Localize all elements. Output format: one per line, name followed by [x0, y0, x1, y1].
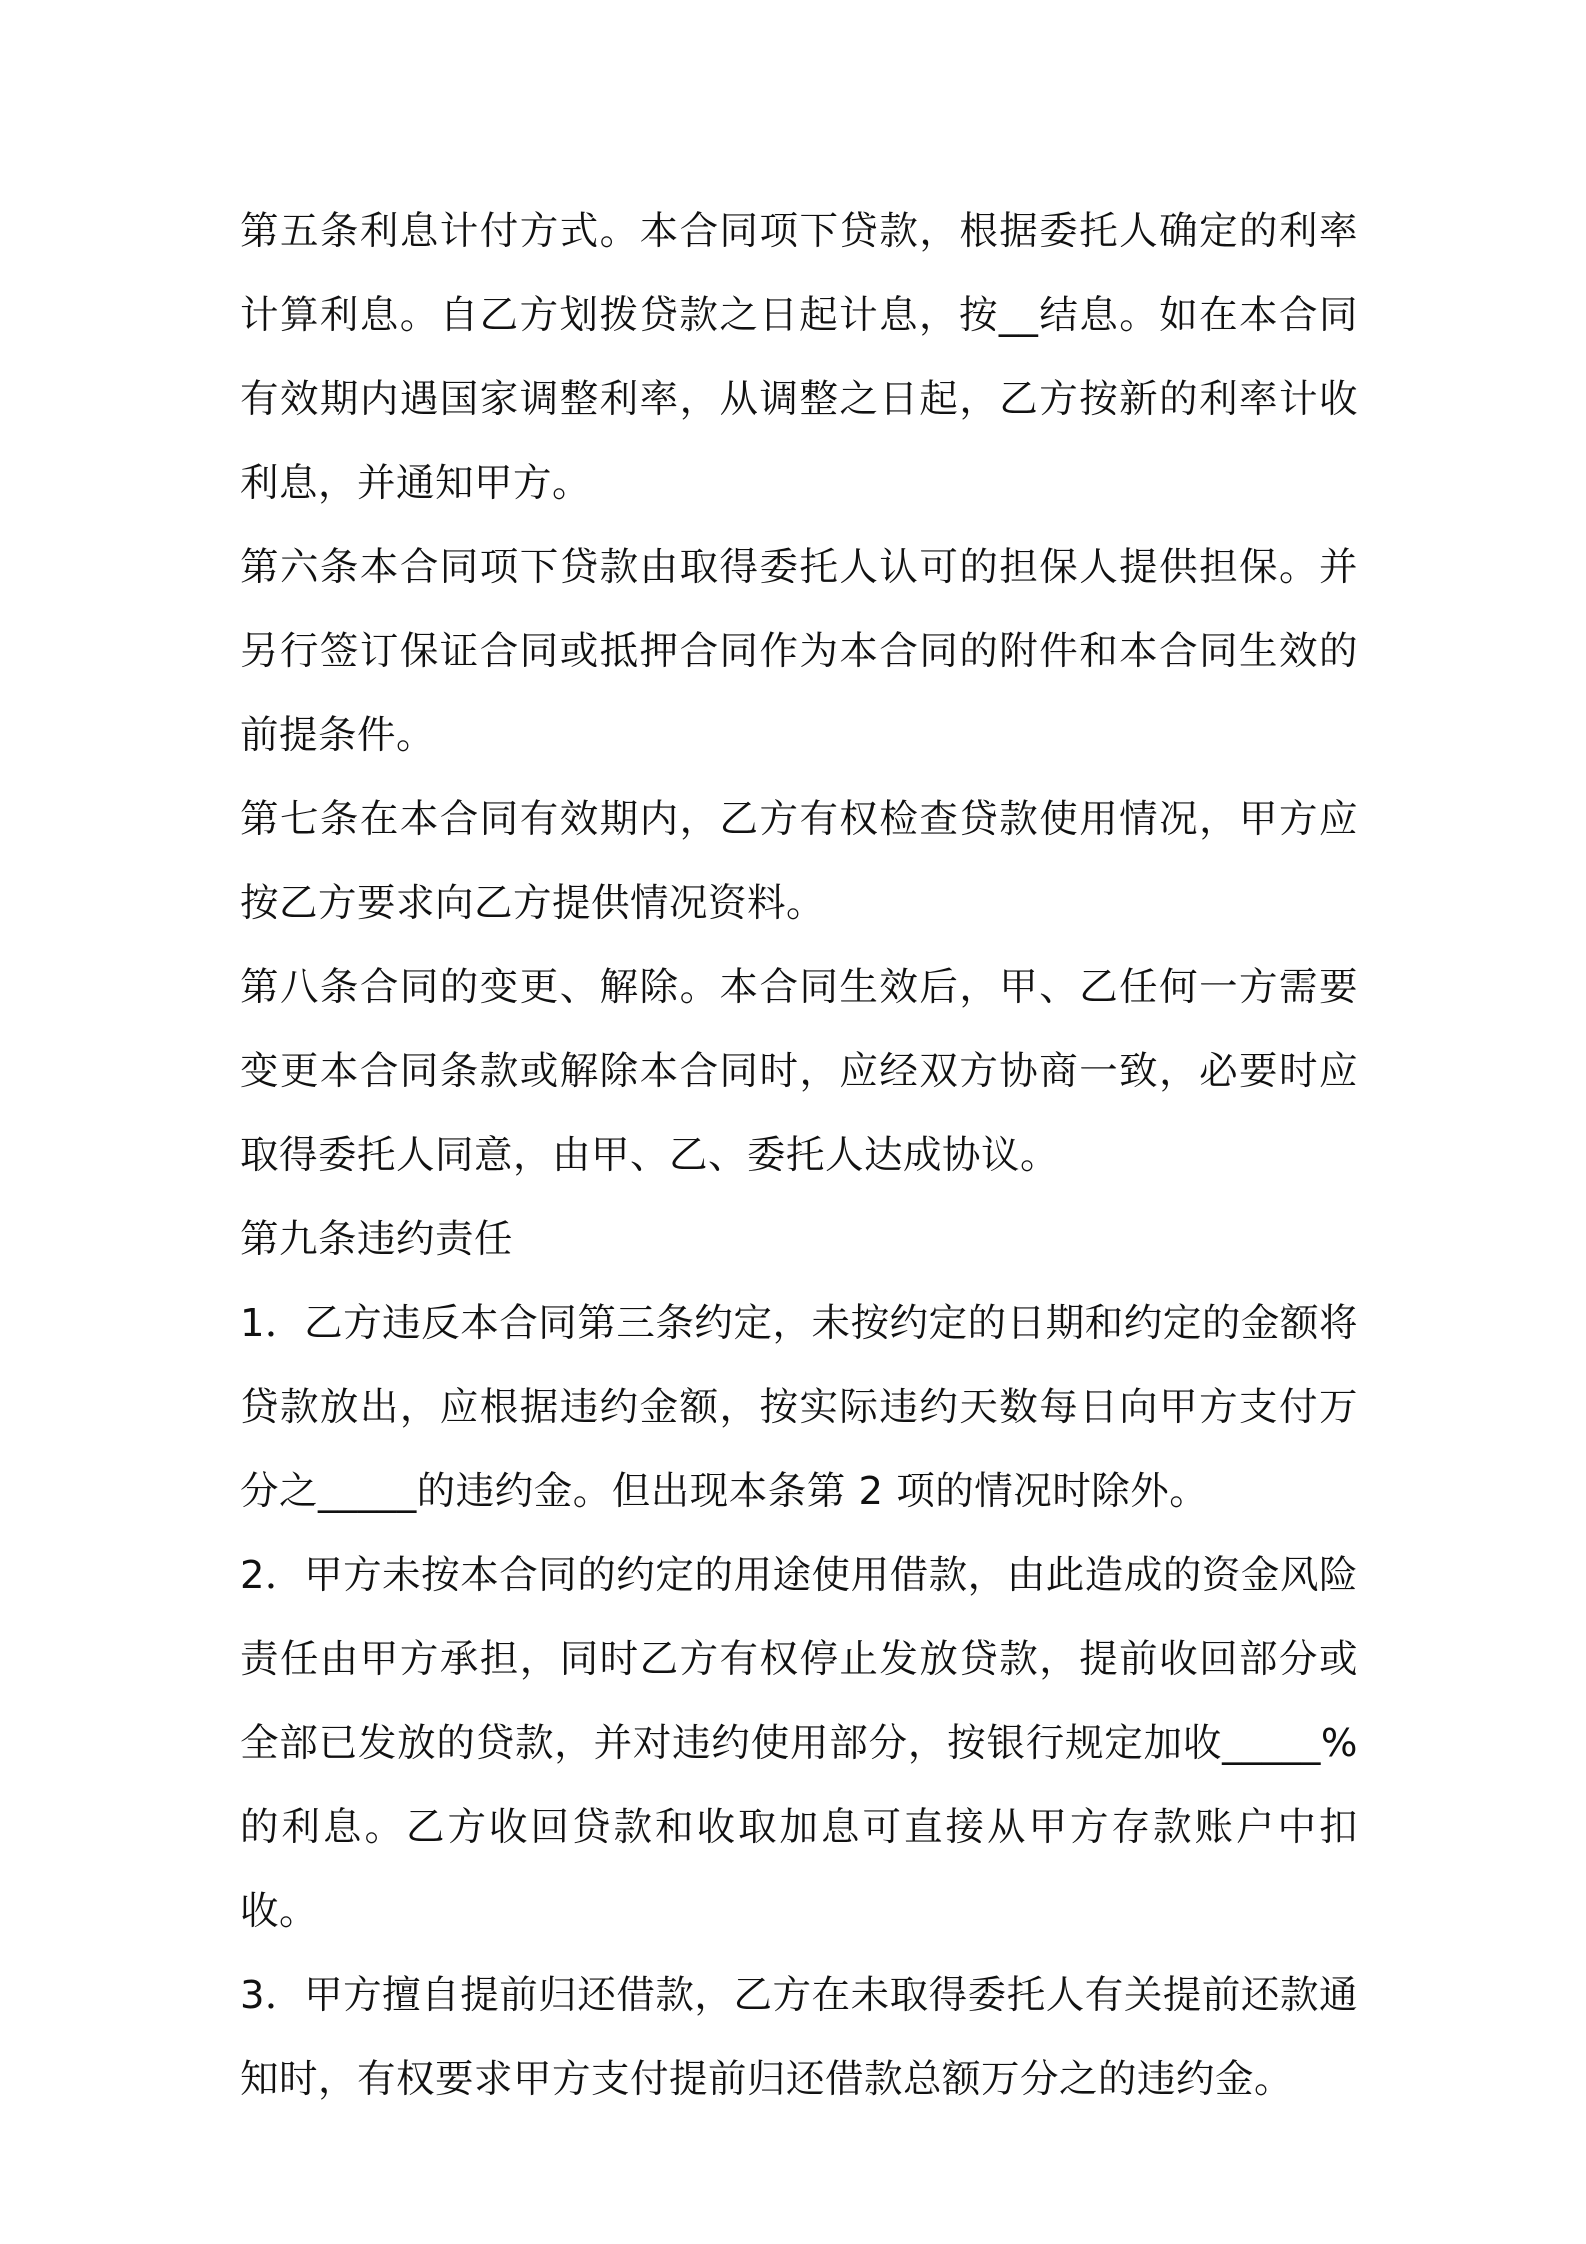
article-9-item-1: 1．乙方违反本合同第三条约定，未按约定的日期和约定的金额将贷款放出，应根据违约金额，按实际违约天数每日向甲方支付万分之_____的违约金。但出现本条第 2 项的情况时除外。	[240, 1301, 1358, 1514]
article-5-paragraph: 第五条利息计付方式。本合同项下贷款，根据委托人确定的利率计算利息。自乙方划拨贷款之日起计息，按__结息。如在本合同有效期内遇国家调整利率，从调整之日起，乙方按新的利率计收利息，并通知甲方。	[240, 209, 1358, 506]
article-8-paragraph: 第八条合同的变更、解除。本合同生效后，甲、乙任何一方需要变更本合同条款或解除本合同时，应经双方协商一致，必要时应取得委托人同意，由甲、乙、委托人达成协议。	[240, 965, 1358, 1178]
article-9-item-3: 3．甲方擅自提前归还借款，乙方在未取得委托人有关提前还款通知时，有权要求甲方支付提前归还借款总额万分之的违约金。	[240, 1973, 1358, 2102]
document-body	[240, 190, 1358, 2122]
article-9-heading: 第九条违约责任	[240, 1217, 514, 1262]
article-7-paragraph: 第七条在本合同有效期内，乙方有权检查贷款使用情况，甲方应按乙方要求向乙方提供情况资料。	[240, 797, 1358, 926]
article-9-item-2: 2．甲方未按本合同的约定的用途使用借款，由此造成的资金风险责任由甲方承担，同时乙方有权停止发放贷款，提前收回部分或全部已发放的贷款，并对违约使用部分，按银行规定加收_____%的利息。乙方收回贷款和收取加息可直接从甲方存款账户中扣收。	[240, 1553, 1358, 1934]
article-6-paragraph: 第六条本合同项下贷款由取得委托人认可的担保人提供担保。并另行签订保证合同或抵押合同作为本合同的附件和本合同生效的前提条件。	[240, 545, 1358, 758]
